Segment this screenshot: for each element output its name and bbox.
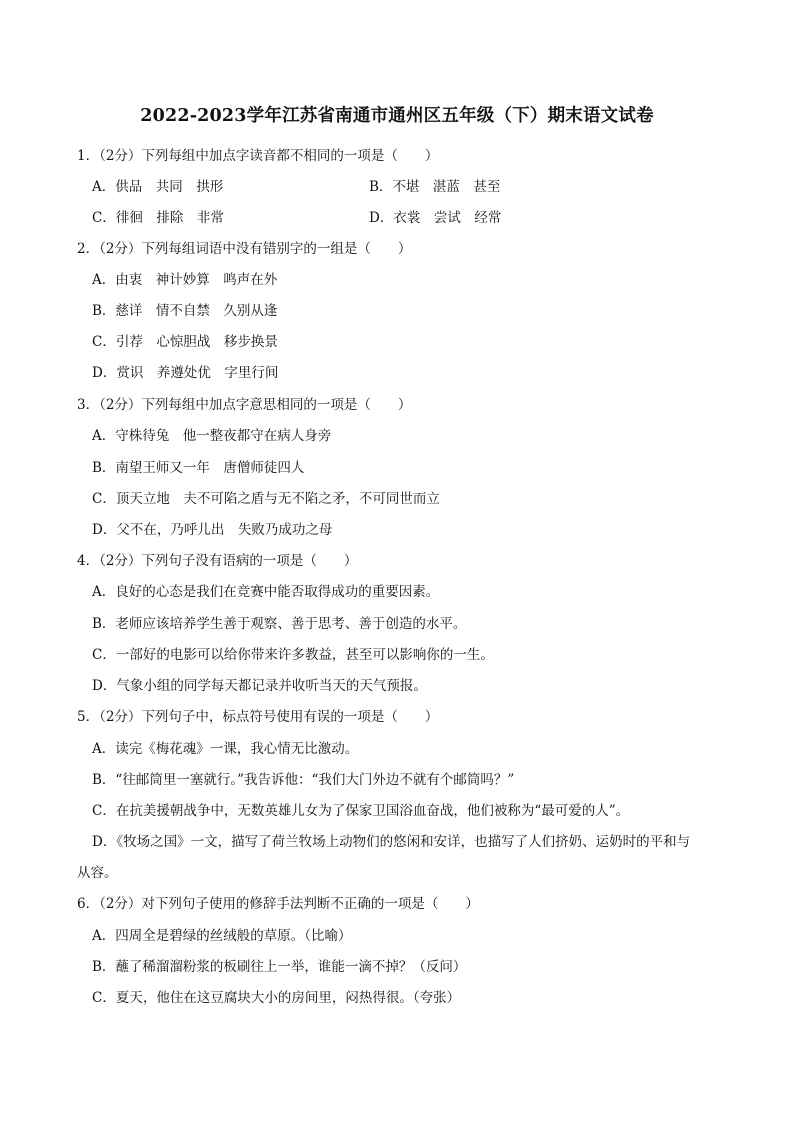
question-5-option-c: C．在抗美援朝战争中，无数英雄儿女为了保家卫国浴血奋战，他们被称为“最可爱的人”。 <box>92 803 630 819</box>
question-1-option-d: D．衣裳 尝试 经常 <box>369 210 502 226</box>
question-3-option-d: D．父不在，乃呼儿出 失败乃成功之母 <box>92 522 333 538</box>
question-4-stem: 4．（2分）下列句子没有语病的一项是（ ） <box>77 553 358 569</box>
question-5-stem: 5．（2分）下列句子中，标点符号使用有误的一项是（ ） <box>77 709 439 725</box>
page-title: 2022-2023学年江苏省南通市通州区五年级（下）期末语文试卷 <box>140 106 654 126</box>
question-1-option-a: A．供品 共同 拱形 <box>92 179 224 195</box>
question-6-stem: 6．（2分）对下列句子使用的修辞手法判断不正确的一项是（ ） <box>77 896 479 912</box>
question-3-option-b: B．南望王师又一年 唐僧师徒四人 <box>92 460 305 476</box>
question-5-option-d-continuation: 从容。 <box>77 865 118 881</box>
question-6-option-b: B．蘸了稀溜溜粉浆的板刷往上一举，谁能一滴不掉？（反问） <box>92 959 467 975</box>
question-3-option-c: C．顶天立地 夫不可陷之盾与无不陷之矛，不可同世而立 <box>92 491 440 507</box>
question-4-option-d: D．气象小组的同学每天都记录并收听当天的天气预报。 <box>92 678 427 694</box>
question-6-option-a: A．四周全是碧绿的丝绒般的草原。（比喻） <box>92 928 352 944</box>
question-1-stem: 1．（2分）下列每组中加点字读音都不相同的一项是（ ） <box>77 148 439 164</box>
question-2-option-d: D．赏识 养遵处优 字里行间 <box>92 365 279 381</box>
question-4-option-b: B．老师应该培养学生善于观察、善于思考、善于创造的水平。 <box>92 616 467 632</box>
question-6-option-c: C．夏天，他住在这豆腐块大小的房间里，闷热得很。（夸张） <box>92 990 461 1006</box>
question-5-option-a: A．读完《梅花魂》一课，我心情无比激动。 <box>92 741 359 757</box>
question-5-option-b: B．“往邮筒里一塞就行。”我告诉他：“我们大门外边不就有个邮筒吗？” <box>92 772 515 788</box>
question-3-option-a: A．守株待兔 他一整夜都守在病人身旁 <box>92 428 332 444</box>
question-2-option-b: B．慈详 情不自禁 久别从逢 <box>92 303 278 319</box>
question-2-option-c: C．引荐 心惊胆战 移步换景 <box>92 334 278 350</box>
question-1-option-c: C．徘徊 排除 非常 <box>92 210 224 226</box>
question-5-option-d: D．《牧场之国》一文，描写了荷兰牧场上动物们的悠闲和安详，也描写了人们挤奶、运奶时的平和与 <box>92 834 691 850</box>
question-2-option-a: A．由衷 神计妙算 鸣声在外 <box>92 272 278 288</box>
question-1-option-b: B．不堪 湛蓝 甚至 <box>369 179 501 195</box>
question-4-option-c: C．一部好的电影可以给你带来许多教益，甚至可以影响你的一生。 <box>92 647 494 663</box>
question-3-stem: 3．（2分）下列每组中加点字意思相同的一项是（ ） <box>77 397 412 413</box>
question-2-stem: 2．（2分）下列每组词语中没有错别字的一组是（ ） <box>77 241 412 257</box>
question-4-option-a: A．良好的心态是我们在竞赛中能否取得成功的重要因素。 <box>92 584 440 600</box>
